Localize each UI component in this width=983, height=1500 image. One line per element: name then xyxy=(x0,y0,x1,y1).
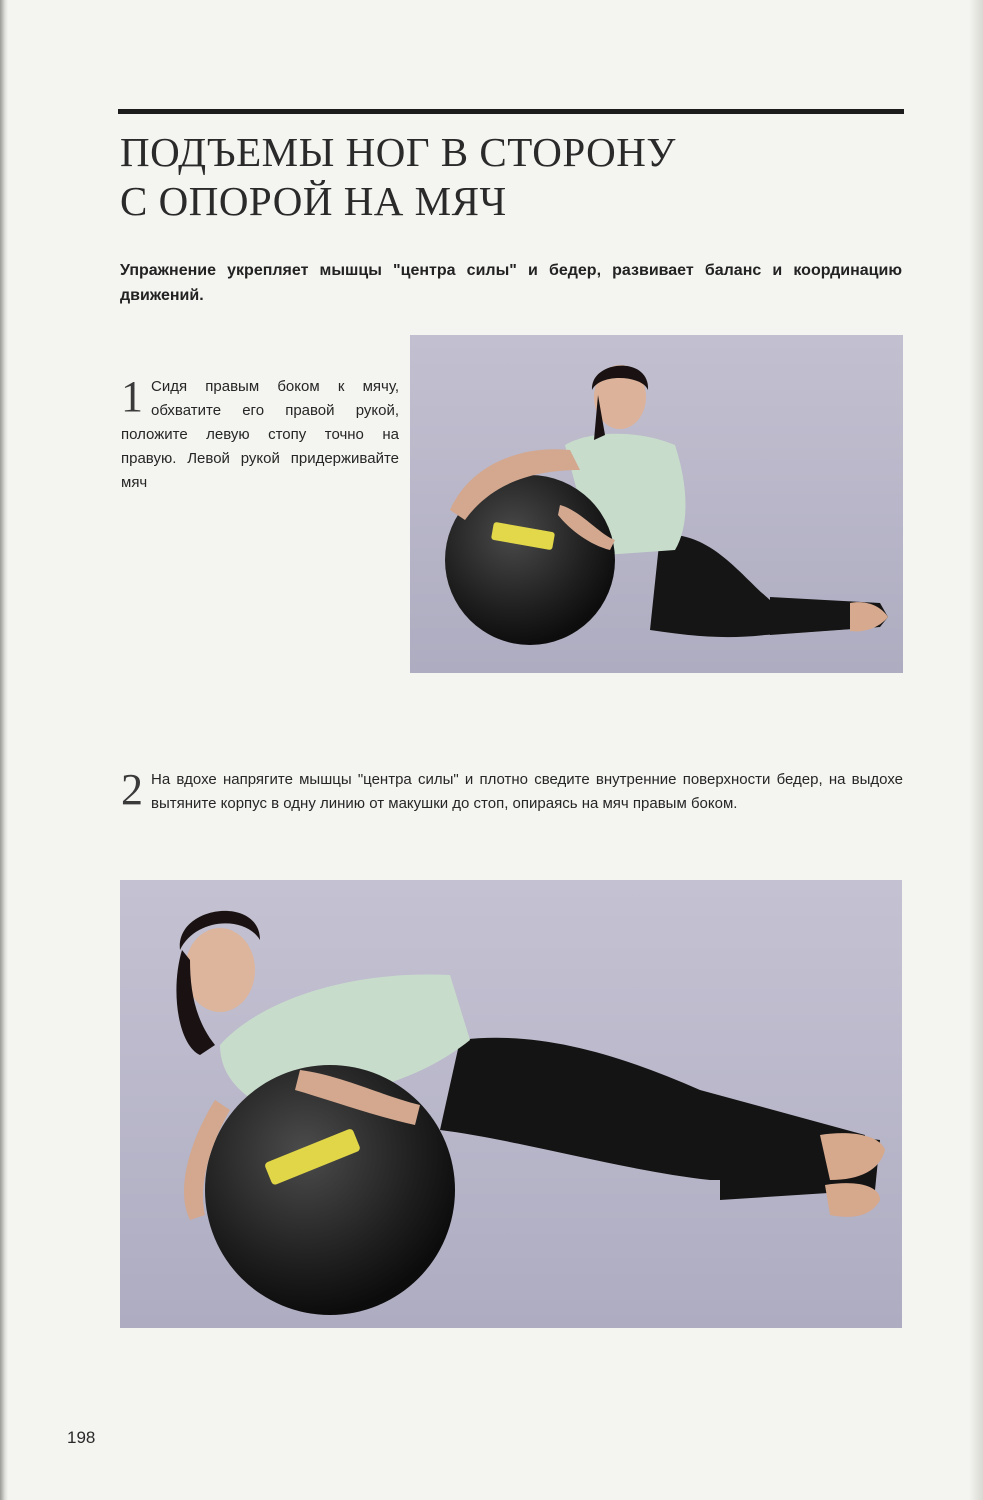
step-2 xyxy=(121,765,903,816)
page-number: 198 xyxy=(67,1428,96,1447)
page-title-line-1: ПОДЪЕМЫ НОГ В СТОРОНУ xyxy=(120,129,676,175)
step-1 xyxy=(121,372,399,495)
page-edge xyxy=(969,0,983,1500)
top-rule xyxy=(118,109,904,114)
step-2-photo-illustration xyxy=(120,880,902,1328)
step-2-number: 2 xyxy=(121,765,143,814)
step-1-photo-illustration xyxy=(410,335,903,673)
page-title-line-2: С ОПОРОЙ НА МЯЧ xyxy=(120,178,507,224)
intro-paragraph: Упражнение укрепляет мышцы "центра силы" и бедер, развивает баланс и координацию движений. xyxy=(120,262,902,304)
page-binding-shadow xyxy=(0,0,8,1500)
step-1-photo xyxy=(410,335,903,673)
step-1-number: 1 xyxy=(121,372,143,421)
step-2-photo xyxy=(120,880,902,1328)
page-title xyxy=(120,128,900,226)
step-1-text: Сидя правым боком к мячу, обхватите его правой рукой, положите левую стопу точно на правую. Левой рукой придерживайте мяч xyxy=(121,378,399,491)
step-2-text: На вдохе напрягите мышцы "центра силы" и плотно сведите внутренние поверхности бедер, на выдохе вытяните корпус в одну линию от макушки до стоп, опираясь на мяч правым боком. xyxy=(151,771,903,812)
